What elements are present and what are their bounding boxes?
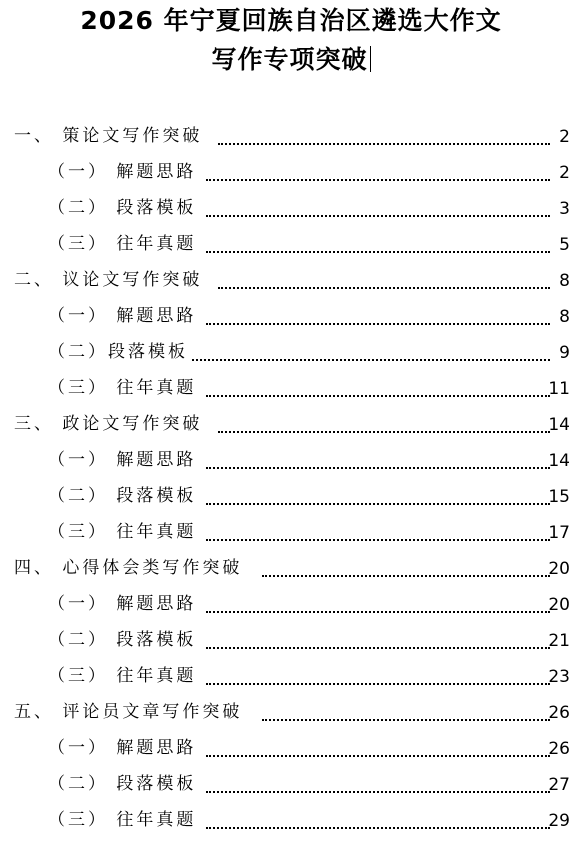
toc-entry-label: （二） 段落模板 [48, 774, 197, 794]
toc-page-number: 2 [559, 163, 570, 183]
toc-page-number: 29 [548, 811, 570, 831]
toc-page-number: 8 [559, 271, 570, 291]
toc-page-number: 23 [548, 667, 570, 687]
toc-page-number: 17 [548, 523, 570, 543]
toc-entry-label: （三） 往年真题 [48, 234, 197, 254]
toc-dot-leader [206, 755, 550, 757]
toc-entry-label: 五、 评论员文章写作突破 [14, 702, 243, 722]
toc-entry-label: 四、 心得体会类写作突破 [14, 558, 243, 578]
toc-section-entry[interactable] [0, 190, 582, 226]
toc-dot-leader [218, 143, 550, 145]
toc-dot-leader [206, 251, 550, 253]
toc-page-number: 2 [559, 127, 570, 147]
toc-section-entry[interactable] [0, 802, 582, 838]
toc-entry-label: （三） 往年真题 [48, 666, 197, 686]
toc-dot-leader [206, 611, 550, 613]
toc-page-number: 8 [559, 307, 570, 327]
toc-dot-leader [192, 359, 550, 361]
toc-page-number: 11 [548, 379, 570, 399]
toc-page-number: 20 [548, 559, 570, 579]
toc-section-entry[interactable] [0, 226, 582, 262]
toc-section-entry[interactable] [0, 622, 582, 658]
toc-entry-label: 一、 策论文写作突破 [14, 126, 203, 146]
toc-entry-label: （二） 段落模板 [48, 486, 197, 506]
toc-page-number: 3 [559, 199, 570, 219]
toc-section-entry[interactable] [0, 334, 582, 370]
toc-section-entry[interactable] [0, 658, 582, 694]
toc-page-number: 9 [559, 343, 570, 363]
toc-dot-leader [206, 503, 550, 505]
toc-page-number: 5 [559, 235, 570, 255]
toc-page-number: 14 [548, 451, 570, 471]
toc-page-number: 27 [548, 775, 570, 795]
toc-section-entry[interactable] [0, 298, 582, 334]
toc-entry-label: （二）段落模板 [48, 342, 188, 362]
toc-section-entry[interactable] [0, 730, 582, 766]
toc-page-number: 15 [548, 487, 570, 507]
toc-section-entry[interactable] [0, 442, 582, 478]
toc-entry-label: （三） 往年真题 [48, 378, 197, 398]
toc-entry-label: （一） 解题思路 [48, 306, 197, 326]
toc-page-number: 14 [548, 415, 570, 435]
toc-section-entry[interactable] [0, 766, 582, 802]
toc-chapter-entry[interactable] [0, 550, 582, 586]
toc-entry-label: （一） 解题思路 [48, 738, 197, 758]
document-title-line2-wrap [0, 43, 582, 77]
toc-dot-leader [206, 323, 550, 325]
toc-entry-label: （二） 段落模板 [48, 198, 197, 218]
toc-entry-label: （一） 解题思路 [48, 594, 197, 614]
toc-entry-label: （三） 往年真题 [48, 810, 197, 830]
toc-dot-leader [262, 719, 550, 721]
toc-dot-leader [206, 395, 550, 397]
toc-entry-label: 二、 议论文写作突破 [14, 270, 203, 290]
toc-dot-leader [262, 575, 550, 577]
toc-section-entry[interactable] [0, 370, 582, 406]
toc-section-entry[interactable] [0, 154, 582, 190]
toc-section-entry[interactable] [0, 478, 582, 514]
toc-dot-leader [206, 647, 550, 649]
toc-entry-label: （二） 段落模板 [48, 630, 197, 650]
toc-page-number: 20 [548, 595, 570, 615]
toc-chapter-entry[interactable] [0, 694, 582, 730]
toc-dot-leader [206, 539, 550, 541]
text-cursor [370, 46, 371, 72]
toc-dot-leader [206, 791, 550, 793]
toc-entry-label: （三） 往年真题 [48, 522, 197, 542]
document-title-line2: 写作专项突破 [211, 45, 368, 74]
toc-chapter-entry[interactable] [0, 406, 582, 442]
toc-entry-label: （一） 解题思路 [48, 450, 197, 470]
toc-chapter-entry[interactable] [0, 262, 582, 298]
toc-dot-leader [206, 827, 550, 829]
toc-dot-leader [206, 683, 550, 685]
document-title-line1: 2026 年宁夏回族自治区遴选大作文 [80, 6, 502, 35]
toc-dot-leader [206, 467, 550, 469]
toc-entry-label: 三、 政论文写作突破 [14, 414, 203, 434]
toc-dot-leader [218, 431, 550, 433]
toc-dot-leader [206, 215, 550, 217]
toc-section-entry[interactable] [0, 514, 582, 550]
toc-chapter-entry[interactable] [0, 118, 582, 154]
toc-page-number: 26 [548, 739, 570, 759]
toc-entry-label: （一） 解题思路 [48, 162, 197, 182]
toc-page-number: 26 [548, 703, 570, 723]
toc-dot-leader [218, 287, 550, 289]
toc-page-number: 21 [548, 631, 570, 651]
toc-dot-leader [206, 179, 550, 181]
toc-section-entry[interactable] [0, 586, 582, 622]
